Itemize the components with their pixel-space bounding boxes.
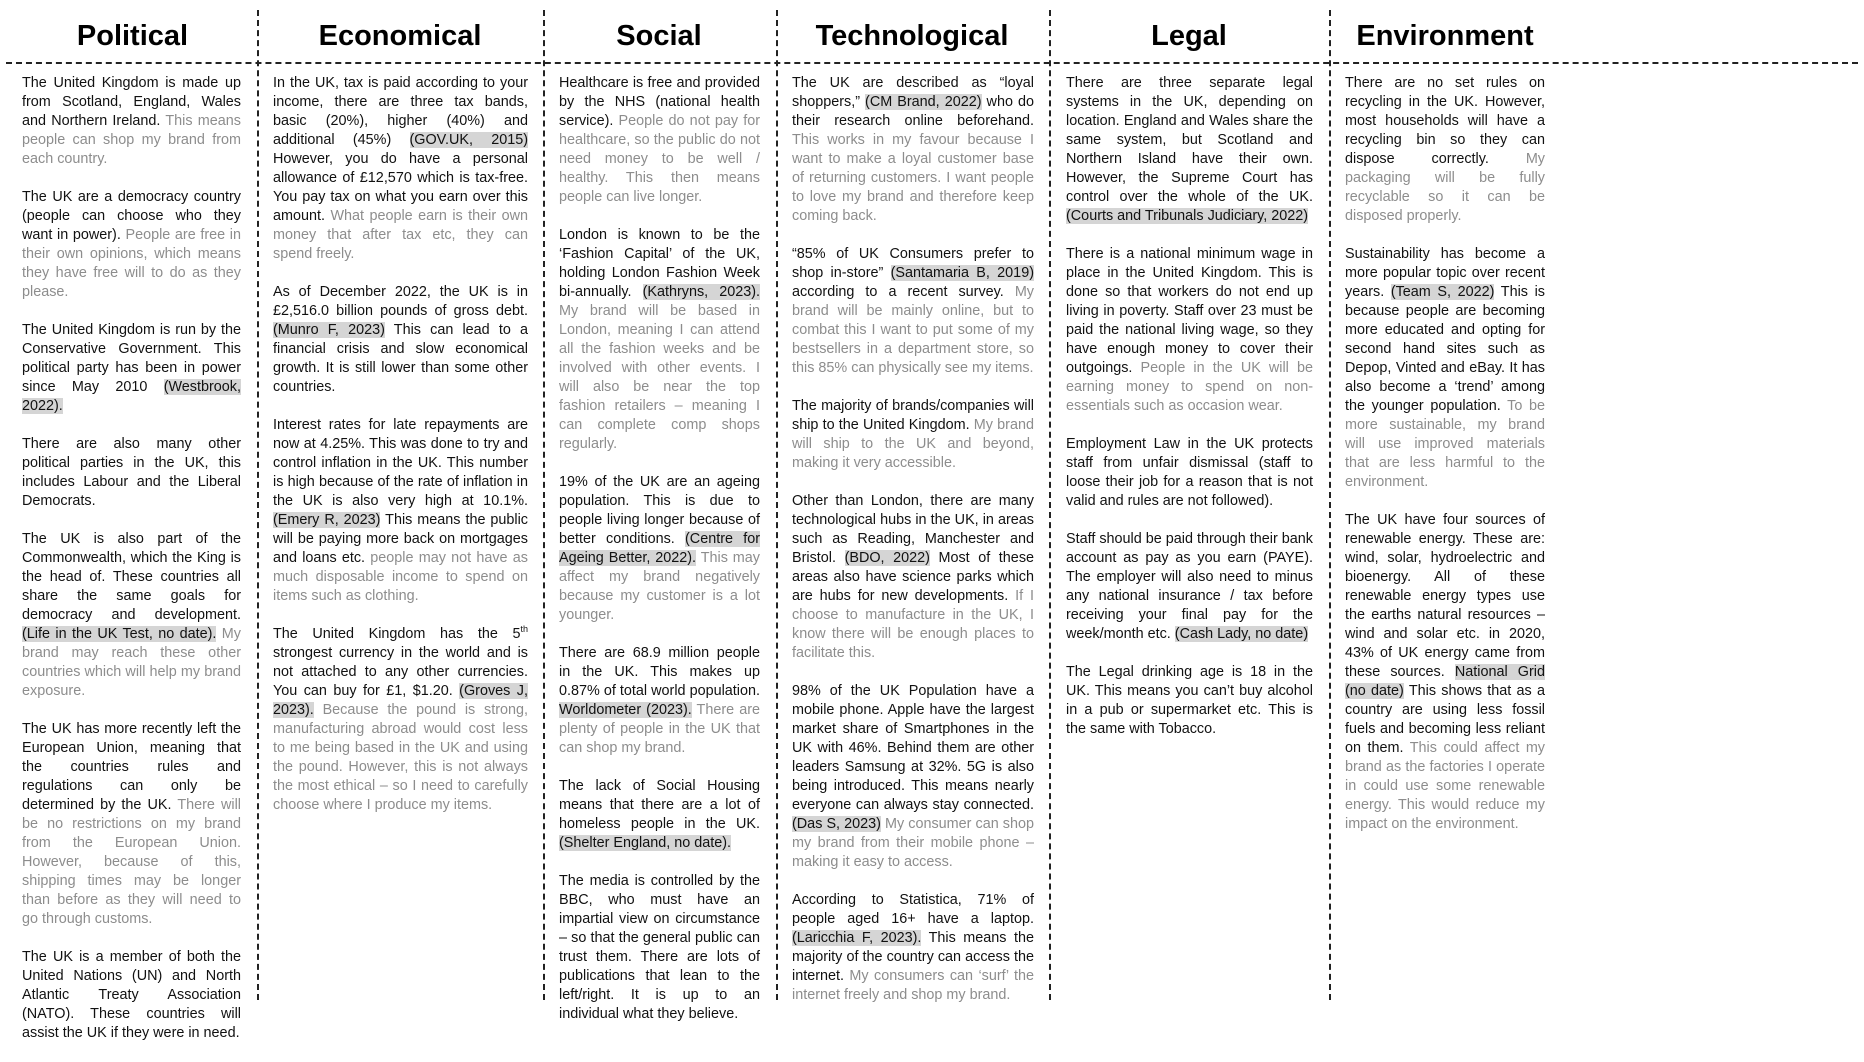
fact-text: The United Kingdom is run by the Conservative Government. This political party has been in power since May 2010 <box>22 322 241 395</box>
fact-text: This can lead to a financial crisis and slow economical growth. It is still lower than some other countries. <box>273 322 528 395</box>
paragraph <box>792 492 1034 663</box>
fact-text: The UK are a democracy country (people can choose who they want in power). <box>22 189 241 243</box>
fact-text: Most of these areas also have science parks which are hubs for new developments. <box>792 550 1035 604</box>
fact-text: However, you do have a personal allowance of £12,570 which is tax-free. You pay tax on what you earn over this amount. <box>273 151 528 224</box>
citation-highlight: (BDO, 2022) <box>844 550 930 566</box>
paragraph <box>22 435 241 511</box>
paragraph <box>1345 511 1545 834</box>
paragraph <box>559 777 760 853</box>
economical-heading: Economical <box>318 20 482 52</box>
fact-text: The United Kingdom has the 5 <box>273 626 521 642</box>
citation-highlight: (Centre for Ageing Better, 2022). <box>559 531 761 566</box>
citation-highlight: (GOV.UK, 2015) <box>409 132 528 148</box>
fact-text: There are 68.9 million people in the UK. This makes up 0.87% of total world population. <box>559 645 760 699</box>
political-column <box>22 74 241 1062</box>
fact-text: The UK have four sources of renewable energy. These are: wind, solar, hydroelectric and bioenergy. All of these renewable energy types use the earths natural resources – wind and solar etc. in 2020, 43% of UK energy came from these sources. <box>1345 512 1545 680</box>
paragraph <box>22 321 241 416</box>
legal-heading: Legal <box>1151 20 1227 52</box>
brand-impact-note: People are free in their own opinions, which means they have free will to do as they please. <box>22 227 241 300</box>
environment-heading: Environment <box>1356 20 1534 52</box>
brand-impact-note: If I choose to manufacture in the UK, I know there will be enough places to facilitate this. <box>792 588 1034 661</box>
citation-highlight: (Courts and Tribunals Judiciary, 2022) <box>1066 208 1309 224</box>
fact-text: Interest rates for late repayments are now at 4.25%. This was done to try and control inflation in the UK. This number is high because of the rate of inflation in the UK is also very high at 10.1%. <box>273 417 528 509</box>
paragraph <box>559 226 760 454</box>
citation-highlight: (Team S, 2022) <box>1390 284 1495 300</box>
brand-impact-note: This may affect my brand negatively because my customer is a lot younger. <box>559 550 760 623</box>
fact-text: Employment Law in the UK protects staff from unfair dismissal (staff to loose their job for a reason that is not valid and rules are not followed). <box>1066 436 1313 509</box>
brand-impact-note: This means people can shop my brand from each country. <box>22 113 241 167</box>
economical-column <box>273 74 528 834</box>
paragraph <box>22 948 241 1043</box>
brand-impact-note: There will be no restrictions on my brand from the European Union. However, because of this, shipping times may be longer than before as they will need to go through customs. <box>22 797 242 927</box>
legal-column <box>1066 74 1313 758</box>
citation-highlight: (Das S, 2023) <box>792 816 881 832</box>
brand-impact-note: Because the pound is strong, manufacturing abroad would cost less to me being based in the UK and using the pound. However, this is not always the most ethical – so I need to carefully choose where I produce my items. <box>273 702 528 813</box>
brand-impact-note: My packaging will be fully recyclable so it can be disposed properly. <box>1345 151 1545 224</box>
paragraph <box>22 74 241 169</box>
technological-heading: Technological <box>815 20 1009 52</box>
citation-highlight: (Life in the UK Test, no date). <box>22 626 217 642</box>
paragraph <box>1345 245 1545 492</box>
fact-text: Other than London, there are many technological hubs in the UK, in areas such as Reading, Manchester and Bristol. <box>792 493 1034 566</box>
paragraph <box>792 245 1034 378</box>
social-column <box>559 74 760 1043</box>
header-divider <box>6 62 1858 64</box>
fact-text: The UK is also part of the Commonwealth, which the King is the head of. These countries all share the same goals for democracy and development. <box>22 531 241 623</box>
paragraph <box>792 397 1034 473</box>
political-heading: Political <box>76 20 189 52</box>
brand-impact-note: People in the UK will be earning money to spend on non-essentials such as occasion wear. <box>1066 360 1313 414</box>
fact-text: There is a national minimum wage in place in the United Kingdom. This is done so that workers do not end up living in poverty. Staff over 23 must be paid the national living wage, so they have enough money to cover their outgoings. <box>1066 246 1313 376</box>
fact-text: The UK has more recently left the European Union, meaning that the countries rules and regulations can only be determined by the UK. <box>22 721 241 813</box>
citation-highlight: (Munro F, 2023) <box>273 322 385 338</box>
ordinal-superscript: th <box>520 624 528 635</box>
paragraph <box>273 283 528 397</box>
paragraph <box>1066 245 1313 416</box>
fact-text: This means the majority of the country can access the internet. <box>792 930 1034 984</box>
brand-impact-note: My consumers can ‘surf’ the internet freely and shop my brand. <box>792 968 1034 1003</box>
fact-text: strongest currency in the world and is not attached to any other currencies. You can buy for £1, $1.20. <box>273 645 528 699</box>
citation-highlight: (Groves J, 2023). <box>273 683 528 718</box>
brand-impact-note: My brand may reach these other countries which will help my brand exposure. <box>22 626 241 699</box>
paragraph <box>22 530 241 701</box>
brand-impact-note: There are plenty of people in the UK that can shop my brand. <box>559 702 760 756</box>
citation-highlight: (Laricchia F, 2023). <box>792 930 922 946</box>
fact-text: The United Kingdom is made up from Scotland, England, Wales and Northern Ireland. <box>22 75 241 129</box>
paragraph <box>792 891 1034 1005</box>
paragraph <box>559 473 760 625</box>
fact-text: “85% of UK Consumers prefer to shop in-store” <box>792 246 1034 281</box>
column-headers <box>0 0 1864 62</box>
citation-highlight: (Santamaria B, 2019) <box>890 265 1034 281</box>
paragraph <box>792 74 1034 226</box>
fact-text: Sustainability has become a more popular topic over recent years. <box>1345 246 1545 300</box>
paragraph <box>1066 530 1313 644</box>
brand-impact-note: This works in my favour because I want to make a loyal customer base of returning customers. I want people to love my brand and therefore keep coming back. <box>792 132 1034 224</box>
fact-text: who do their research online beforehand. <box>792 94 1035 129</box>
fact-text: As of December 2022, the UK is in £2,516.0 billion pounds of gross debt. <box>273 284 528 319</box>
brand-impact-note: My brand will be based in London, meaning I can attend all the fashion weeks and be involved with other events. I will also be near the top fashion retailers – meaning I can complete comp shops regularly. <box>559 303 760 452</box>
fact-text: This shows that as a country are using less fossil fuels and becoming less reliant on them. <box>1345 683 1545 756</box>
paragraph <box>559 74 760 207</box>
brand-impact-note: My consumer can shop my brand from their mobile phone – making it easy to access. <box>792 816 1034 870</box>
environment-column <box>1345 74 1545 853</box>
fact-text: The UK are described as “loyal shoppers,” <box>792 75 1034 110</box>
paragraph <box>273 625 528 815</box>
fact-text: In the UK, tax is paid according to your income, there are three tax bands, basic (20%), higher (40%) and additional (45%) <box>273 75 528 148</box>
fact-text: There are also many other political parties in the UK, this includes Labour and the Liberal Democrats. <box>22 436 241 509</box>
fact-text: According to Statistica, 71% of people aged 16+ have a laptop. <box>792 892 1034 927</box>
paragraph <box>22 188 241 302</box>
brand-impact-note: My brand will ship to the UK and beyond, making it very accessible. <box>792 417 1034 471</box>
fact-text: This is because people are becoming more educated and opting for second hand sites such as Depop, Vinted and eBay. It has also become a ‘trend’ among the younger population. <box>1345 284 1545 414</box>
fact-text: London is known to be the ‘Fashion Capital’ of the UK, holding London Fashion Week bi-annually. <box>559 227 760 300</box>
brand-impact-note: People do not pay for healthcare, so the public do not need money to be well / healthy. This then means people can live longer. <box>559 113 761 205</box>
fact-text: 98% of the UK Population have a mobile phone. Apple have the largest market share of Smartphones in the UK with 46%. Behind them are other leaders Samsung at 32%. 5G is also being introduced. This means nearly everyone can always stay connected. <box>792 683 1034 813</box>
column-divider <box>1329 10 1331 1000</box>
brand-impact-note: To be more sustainable, my brand will use improved materials that are less harmful to the environment. <box>1345 398 1545 490</box>
fact-text: 19% of the UK are an ageing population. This is due to people living longer because of better conditions. <box>559 474 760 547</box>
paragraph <box>792 682 1034 872</box>
fact-text: There are no set rules on recycling in the UK. However, most households will have a recycling bin so they can dispose correctly. <box>1345 75 1545 167</box>
paragraph <box>1345 74 1545 226</box>
fact-text: Healthcare is free and provided by the NHS (national health service). <box>559 75 760 129</box>
fact-text: There are three separate legal systems in the UK, depending on location. England and Wales share the same system, but Scotland and Northern Island have their own. However, the Supreme Court has control over the whole of the UK. <box>1066 75 1313 205</box>
citation-highlight: (Shelter England, no date). <box>559 835 731 851</box>
brand-impact-note: This could affect my brand as the factories I operate in could use some renewable energy. This would reduce my impact on the environment. <box>1345 740 1546 832</box>
column-divider <box>776 10 778 1000</box>
paragraph <box>1066 74 1313 226</box>
fact-text: The majority of brands/companies will ship to the United Kingdom. <box>792 398 1034 433</box>
paragraph <box>559 644 760 758</box>
paragraph <box>1066 435 1313 511</box>
fact-text: The media is controlled by the BBC, who must have an impartial view on circumstance – so that the general public can trust them. There are lots of publications that lean to the left/right. It is up to an individual what they believe. <box>559 873 760 1022</box>
citation-highlight: (Cash Lady, no date) <box>1174 626 1309 642</box>
citation-highlight: (Westbrook, 2022). <box>22 379 241 414</box>
paragraph <box>273 74 528 264</box>
social-heading: Social <box>616 20 702 52</box>
citation-highlight: Worldometer (2023). <box>559 702 692 718</box>
brand-impact-note: people may not have as much disposable income to spend on items such as clothing. <box>273 550 528 604</box>
fact-text: Staff should be paid through their bank account as pay as you earn (PAYE). The employer will also need to minus any national insurance / tax before receiving your final pay for the week/month etc. <box>1066 531 1313 642</box>
paragraph <box>273 416 528 606</box>
fact-text: according to a recent survey. <box>792 284 1015 300</box>
citation-highlight: National Grid (no date) <box>1345 664 1545 699</box>
citation-highlight: (CM Brand, 2022) <box>865 94 982 110</box>
column-divider <box>1049 10 1051 1000</box>
paragraph <box>1066 663 1313 739</box>
brand-impact-note: My brand will be mainly online, but to combat this I want to put some of my bestsellers in a department store, so this 85% can physically see my items. <box>792 284 1034 376</box>
fact-text: This means the public will be paying more back on mortgages and loans etc. <box>273 512 528 566</box>
citation-highlight: (Kathryns, 2023). <box>642 284 760 300</box>
fact-text: The Legal drinking age is 18 in the UK. This means you can’t buy alcohol in a pub or supermarket etc. This is the same with Tobacco. <box>1066 664 1313 737</box>
column-divider <box>543 10 545 1000</box>
fact-text: The lack of Social Housing means that there are a lot of homeless people in the UK. <box>559 778 760 832</box>
paragraph <box>559 872 760 1024</box>
paragraph <box>22 720 241 929</box>
column-divider <box>257 10 259 1000</box>
technological-column <box>792 74 1034 1024</box>
brand-impact-note: What people earn is their own money that after tax etc, they can spend freely. <box>273 208 528 262</box>
citation-highlight: (Emery R, 2023) <box>273 512 381 528</box>
fact-text: The UK is a member of both the United Nations (UN) and North Atlantic Treaty Association (NATO). These countries will assist the UK if they were in need. <box>22 949 241 1041</box>
